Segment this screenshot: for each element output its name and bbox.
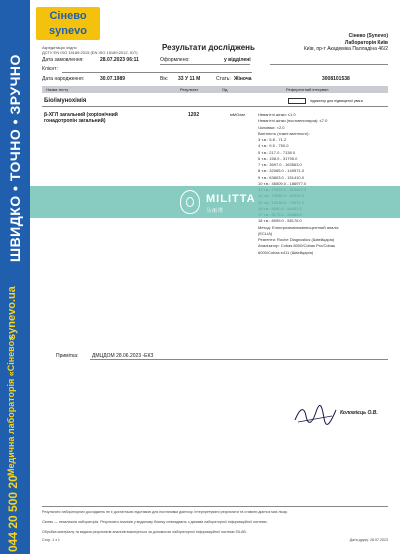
header-unit: Од. (222, 87, 229, 92)
footer-page-number: Стор. 1 з 1 (42, 538, 60, 542)
logo-line-cyrillic: Сінево (49, 10, 87, 22)
issued-underline (160, 64, 250, 65)
synevo-logo (36, 7, 100, 40)
lab-name: Сінево (Synevo) (348, 33, 388, 39)
footer-print-date: Дата друку: 28.07.2023 (349, 538, 388, 542)
reference-line: 6000/Cobas e411 (Швейцарія) (258, 249, 314, 255)
footer-disclaimer-2: Сінево — незалежна лабораторія. Результати аналізів у виданому бланку співпадають з даними лабораторної інформаційної системи. (42, 520, 268, 524)
header-result: Результат (180, 87, 199, 92)
reference-line: (ECLIA) (258, 230, 273, 236)
notes-underline (90, 359, 388, 360)
reference-line: 6 т.в.: 158.0 - 31795.0 (258, 155, 298, 161)
reference-line: 5 т.в.: 217.0 - 7138.0 (258, 149, 296, 155)
reference-line: 9 т.в.: 63803.0 - 151410.0 (258, 174, 304, 180)
accreditation-line-1: Акредитація згідно (42, 45, 77, 50)
reference-line: 3 т.в.: 5.8 - 71.2 (258, 137, 287, 142)
sidebar-lab-name: Медична лабораторія «Сінево» (6, 335, 16, 476)
reference-line: Вагітність (тижні вагітності): (258, 130, 310, 136)
reference-line: Невагітні жінки (постменопауза): ≤7.0 (258, 118, 328, 124)
page-title: Результати досліджень (162, 43, 255, 52)
section-underline (42, 106, 388, 107)
issued-label: Оформлено: (160, 57, 190, 63)
birth-label: Дата народження: (42, 76, 85, 82)
lab-branch: Лабораторія Київ (344, 40, 388, 46)
header-test: Назва тесту (46, 87, 69, 92)
age-value: 33 У 11 М (178, 76, 201, 82)
sidebar-slogan: ШВИДКО • ТОЧНО • ЗРУЧНО (7, 54, 23, 262)
watermark-sub: 马丽塔 (206, 208, 225, 214)
order-date-value: 28.07.2023 06:11 (100, 57, 139, 63)
reference-line: Невагітні жінки: ≤1.0 (258, 112, 296, 117)
barcode-area-top (270, 64, 388, 65)
watermark-logo-ring-icon (186, 197, 194, 207)
notes-label: Примітка: (56, 353, 79, 359)
attention-indicator-box (288, 98, 306, 104)
test-name-line-1: β-ХГЛ загальний (хоріонічний (44, 112, 118, 118)
reference-line: 10 т.в.: 46509.0 - 186977.0 (258, 180, 307, 186)
birth-value: 30.07.1989 (100, 76, 126, 82)
notes-value: ДМЦДОМ 28.06.2023 -ЕКЗ (92, 353, 154, 359)
client-label: Клієнт: (42, 66, 58, 72)
footer-disclaimer-1: Результати лабораторних досліджень не є достатньою підставою для постановки діагнозу. Інтерпретувати результати та ставити діагноз має лікар. (42, 510, 288, 514)
lab-address: Київ, пр-т Академіка Палладіна 46/2 (303, 46, 388, 52)
attention-legend: індикатор для підвищеної уваги (310, 99, 363, 103)
doctor-name: Коломієць О.В. (340, 410, 378, 416)
watermark-brand: MILITTA (206, 193, 256, 205)
sidebar-top-block (0, 0, 30, 46)
reference-line: Метод: Електрохемілюмінесцентний аналіз (258, 224, 339, 230)
age-label: Вік: (160, 76, 169, 82)
header-reference: Референтний інтервал (286, 87, 329, 92)
reference-line: 4 т.в.: 9.5 - 750.0 (258, 143, 289, 149)
footer-disclaimer-3: Обробка матеріалу та видача результатів аналізів виконується за допомогою лабораторної інформаційної системи SILAB. (42, 530, 247, 534)
accreditation-line-2: ДСТУ EN ISO 15189:2015 (EN ISO 15189:2012, IDT) (42, 50, 138, 55)
reference-line: Аналізатор: Cobas 8000/Cobas Pro/Cobas (258, 243, 336, 249)
reference-line: 18 т.в.: 8099.0 - 58176.0 (258, 218, 302, 224)
sex-label: Стать: (216, 76, 231, 82)
issued-value: у відділені (224, 57, 251, 63)
reference-line: Чоловіки: <2.0 (258, 124, 285, 130)
logo-line-latin: synevo (49, 25, 87, 37)
reference-line: Реагенти: Roche Diagnostics (Швейцарія) (258, 237, 335, 242)
reference-line: 8 т.в.: 32065.0 - 149571.0 (258, 168, 304, 174)
sidebar-url: synevo.ua (6, 286, 18, 340)
section-title: Біо/імунохімія (44, 98, 87, 104)
test-name-line-2: гонадотропін загальний) (44, 118, 106, 124)
sidebar-phone: 044 20 500 20 (6, 475, 20, 552)
test-unit: мМО/мл (230, 112, 246, 117)
signature-image (292, 402, 340, 428)
footer-divider (42, 506, 388, 507)
order-date-label: Дата замовлення: (42, 57, 84, 63)
client-underline (62, 72, 252, 73)
reference-line: 7 т.в.: 3697.0 - 163563.0 (258, 162, 302, 167)
order-code: 3008101538 (322, 76, 350, 82)
test-result: 1202 (188, 112, 200, 118)
results-table-header (42, 86, 388, 93)
sex-value: Жіноча (234, 76, 252, 82)
sidebar-banner (0, 0, 30, 554)
